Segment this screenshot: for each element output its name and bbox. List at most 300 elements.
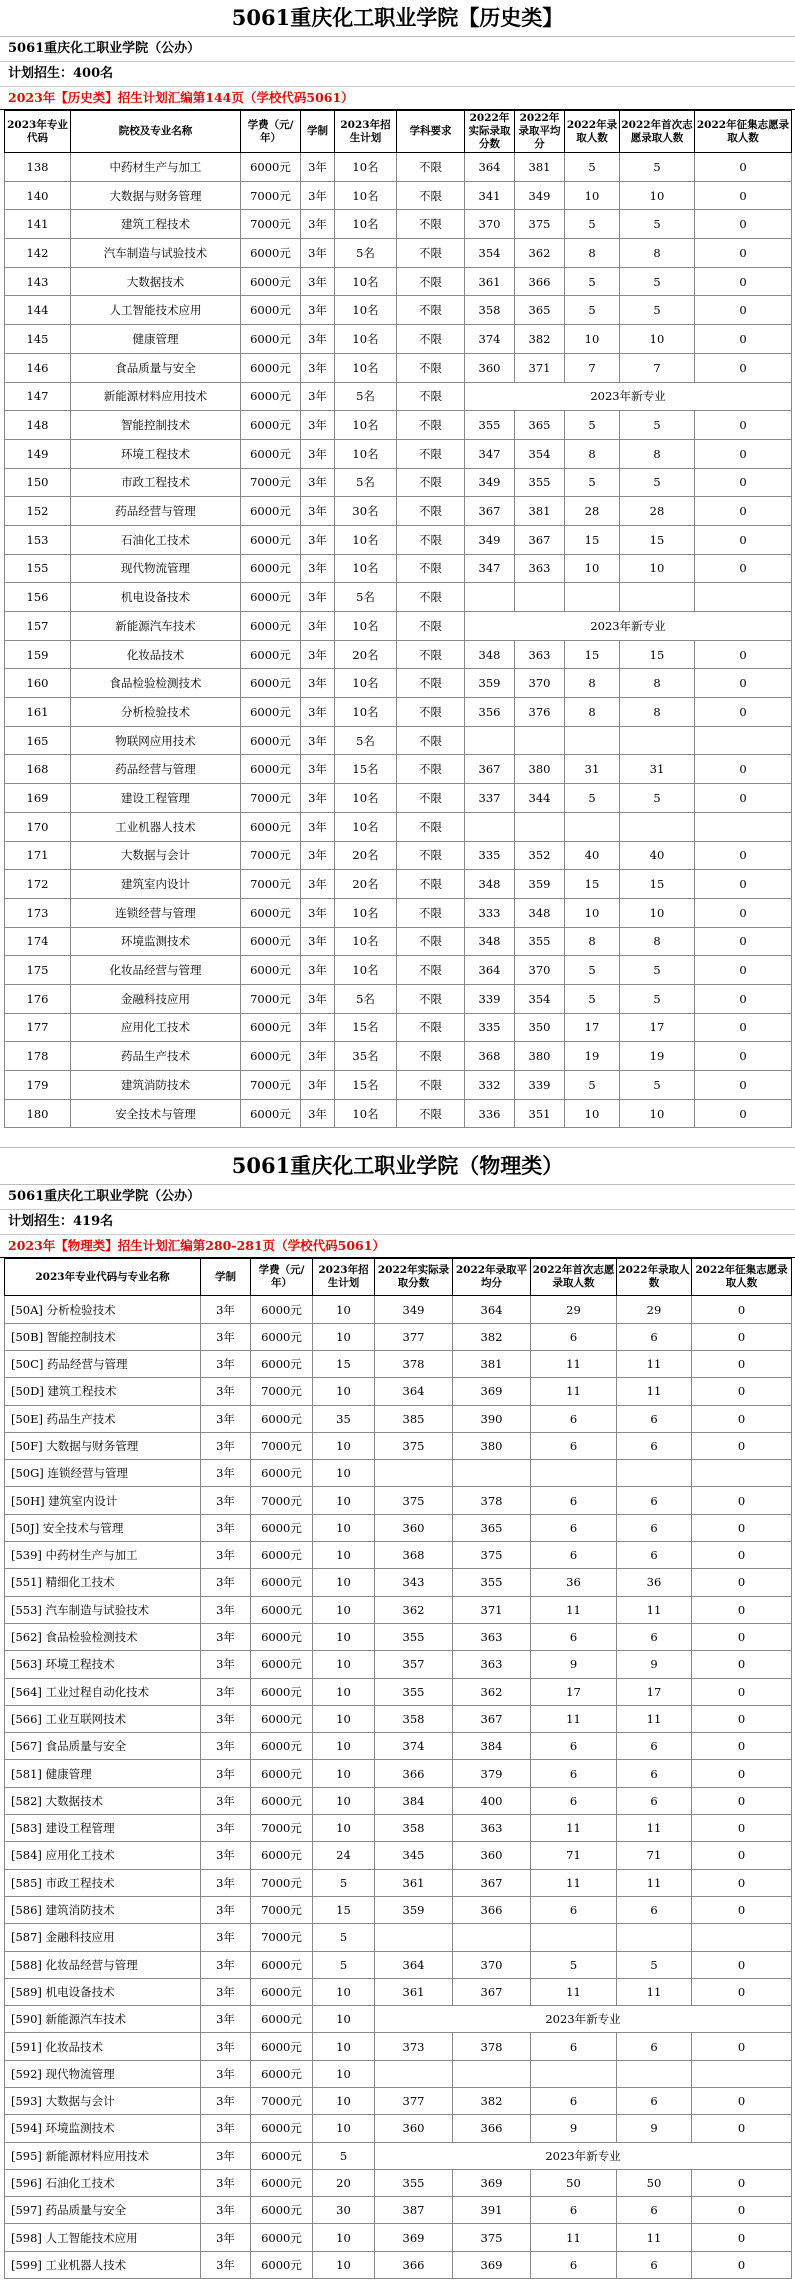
table-cell: 10名 — [335, 612, 397, 641]
table-row — [5, 525, 792, 554]
table-cell: 363 — [515, 554, 565, 583]
table-cell: 0 — [695, 525, 792, 554]
table-cell: 0 — [695, 1013, 792, 1042]
table-cell: 172 — [5, 870, 71, 899]
table-cell: 7000元 — [251, 2087, 313, 2114]
table-cell: 11 — [617, 1869, 692, 1896]
table-cell — [375, 1460, 453, 1487]
table-cell: 375 — [375, 1432, 453, 1459]
table-cell: 物联网应用技术 — [71, 726, 241, 755]
table-cell: 3年 — [301, 296, 335, 325]
table-cell: [564] 工业过程自动化技术 — [5, 1678, 201, 1705]
table-cell: 339 — [465, 984, 515, 1013]
table-cell — [617, 1460, 692, 1487]
table-cell: 0 — [692, 1514, 792, 1541]
table-cell: 355 — [375, 1623, 453, 1650]
table-row — [5, 1951, 792, 1978]
table-cell: 大数据与会计 — [71, 841, 241, 870]
table-cell: 156 — [5, 583, 71, 612]
table-cell: 362 — [515, 239, 565, 268]
history-sheet — [0, 0, 795, 1128]
table-cell: 10 — [313, 1514, 375, 1541]
table-cell: 建筑室内设计 — [71, 870, 241, 899]
table-cell: [595] 新能源材料应用技术 — [5, 2142, 201, 2169]
table-cell: 150 — [5, 468, 71, 497]
table-cell: 179 — [5, 1071, 71, 1100]
table-cell: 6000元 — [241, 239, 301, 268]
history-school: 5061重庆化工职业学院（公办） — [0, 37, 795, 62]
table-cell: 143 — [5, 267, 71, 296]
table-cell: 378 — [453, 1487, 531, 1514]
table-cell: 0 — [692, 1815, 792, 1842]
table-cell: 0 — [695, 870, 792, 899]
table-cell: [582] 大数据技术 — [5, 1787, 201, 1814]
physics-header-cell: 2023年专业代码与专业名称 — [5, 1259, 201, 1296]
table-cell: 15 — [565, 870, 620, 899]
table-cell: 6000元 — [241, 755, 301, 784]
table-row — [5, 1596, 792, 1623]
table-cell: 15 — [620, 870, 695, 899]
table-cell: [583] 建设工程管理 — [5, 1815, 201, 1842]
table-cell: 6 — [617, 1405, 692, 1432]
table-cell: 7000元 — [251, 1487, 313, 1514]
table-row — [5, 2006, 792, 2033]
table-row — [5, 1514, 792, 1541]
table-cell: 347 — [465, 439, 515, 468]
table-cell: 6000元 — [251, 1623, 313, 1650]
table-cell: 6 — [531, 1787, 617, 1814]
new-major-note: 2023年新专业 — [375, 2006, 792, 2033]
table-cell: 367 — [453, 1705, 531, 1732]
table-cell: 384 — [375, 1787, 453, 1814]
table-cell: 3年 — [201, 2006, 251, 2033]
table-cell: 6000元 — [241, 296, 301, 325]
table-cell — [375, 1924, 453, 1951]
table-cell: 7000元 — [241, 870, 301, 899]
table-cell: 10 — [313, 2251, 375, 2278]
table-cell: 31 — [565, 755, 620, 784]
table-cell: 0 — [692, 1432, 792, 1459]
table-cell: 6000元 — [251, 2169, 313, 2196]
table-cell: 366 — [515, 267, 565, 296]
table-cell: 40 — [565, 841, 620, 870]
table-cell: 385 — [375, 1405, 453, 1432]
table-cell: 药品经营与管理 — [71, 497, 241, 526]
table-cell: 中药材生产与加工 — [71, 153, 241, 182]
table-cell: 366 — [453, 2115, 531, 2142]
table-cell: 10 — [620, 325, 695, 354]
physics-table — [4, 1258, 792, 2279]
table-cell: 5 — [620, 956, 695, 985]
table-cell: 146 — [5, 353, 71, 382]
table-row — [5, 669, 792, 698]
table-cell: 不限 — [397, 210, 465, 239]
table-row — [5, 1651, 792, 1678]
table-cell: 3年 — [301, 640, 335, 669]
table-cell: 5 — [620, 1071, 695, 1100]
table-cell: 3年 — [201, 1296, 251, 1323]
table-cell: 0 — [692, 1323, 792, 1350]
table-row — [5, 2060, 792, 2087]
table-cell: 3年 — [201, 1733, 251, 1760]
physics-body — [5, 1296, 792, 2279]
table-cell: 343 — [375, 1569, 453, 1596]
table-cell: 6 — [531, 2087, 617, 2114]
table-cell: 155 — [5, 554, 71, 583]
table-cell: 3年 — [301, 267, 335, 296]
table-cell: 360 — [453, 1842, 531, 1869]
table-cell: 3年 — [201, 1378, 251, 1405]
table-cell: 6000元 — [251, 2251, 313, 2278]
table-cell: 5 — [565, 153, 620, 182]
table-cell: 354 — [465, 239, 515, 268]
table-cell: 3年 — [201, 2224, 251, 2251]
table-cell: 5 — [565, 956, 620, 985]
table-cell: 6000元 — [251, 1296, 313, 1323]
table-cell: 6 — [531, 1432, 617, 1459]
table-cell: 5 — [620, 153, 695, 182]
physics-header-cell: 2022年录取平均分 — [453, 1259, 531, 1296]
table-cell — [695, 812, 792, 841]
table-cell: 0 — [695, 784, 792, 813]
table-cell: 11 — [531, 1978, 617, 2005]
table-cell: 6 — [617, 1896, 692, 1923]
table-cell: 6 — [617, 1760, 692, 1787]
table-cell: 6 — [617, 2197, 692, 2224]
table-cell: 370 — [453, 1951, 531, 1978]
table-cell: 36 — [531, 1569, 617, 1596]
table-cell: 5 — [620, 411, 695, 440]
table-cell: 349 — [375, 1296, 453, 1323]
table-cell — [695, 726, 792, 755]
table-cell: 3年 — [201, 1760, 251, 1787]
table-cell: 5 — [313, 1951, 375, 1978]
new-major-note: 2023年新专业 — [375, 2142, 792, 2169]
table-cell: 11 — [617, 1596, 692, 1623]
table-cell: 335 — [465, 1013, 515, 1042]
table-cell: 358 — [375, 1705, 453, 1732]
table-cell: 15名 — [335, 1071, 397, 1100]
history-body — [5, 153, 792, 1128]
table-cell: 5 — [620, 267, 695, 296]
table-cell: 3年 — [301, 525, 335, 554]
table-cell: 3年 — [201, 1951, 251, 1978]
table-cell: 建筑工程技术 — [71, 210, 241, 239]
table-cell: 10 — [565, 1099, 620, 1128]
table-cell: 0 — [692, 1733, 792, 1760]
table-cell: 10名 — [335, 353, 397, 382]
table-cell: 6000元 — [251, 2033, 313, 2060]
table-cell: 30名 — [335, 497, 397, 526]
sheet-gap — [0, 1128, 795, 1147]
table-cell: 9 — [617, 1651, 692, 1678]
table-cell: 连锁经营与管理 — [71, 898, 241, 927]
table-cell: 不限 — [397, 726, 465, 755]
table-cell: 0 — [692, 1787, 792, 1814]
table-cell: 7000元 — [251, 1869, 313, 1896]
table-cell: 28 — [620, 497, 695, 526]
table-cell: 6000元 — [241, 497, 301, 526]
table-cell: 5 — [620, 210, 695, 239]
table-cell: 10 — [620, 554, 695, 583]
table-cell: 10名 — [335, 554, 397, 583]
table-cell: 140 — [5, 181, 71, 210]
table-cell: 8 — [565, 669, 620, 698]
table-cell: 348 — [465, 927, 515, 956]
table-cell: 不限 — [397, 554, 465, 583]
physics-header-cell: 学制 — [201, 1259, 251, 1296]
table-cell — [617, 2060, 692, 2087]
table-cell: 3年 — [301, 497, 335, 526]
table-cell: 不限 — [397, 411, 465, 440]
table-cell: 6 — [531, 1487, 617, 1514]
table-cell: 371 — [453, 1596, 531, 1623]
table-cell: 6000元 — [241, 698, 301, 727]
table-row — [5, 2142, 792, 2169]
table-cell: 10 — [313, 1296, 375, 1323]
table-cell: 6000元 — [241, 411, 301, 440]
table-cell: 0 — [695, 439, 792, 468]
table-row — [5, 1542, 792, 1569]
table-cell: 170 — [5, 812, 71, 841]
table-cell: 145 — [5, 325, 71, 354]
table-cell: 3年 — [201, 1596, 251, 1623]
table-cell — [620, 726, 695, 755]
table-cell: 环境工程技术 — [71, 439, 241, 468]
table-cell: 161 — [5, 698, 71, 727]
table-row — [5, 698, 792, 727]
table-cell: 5 — [565, 984, 620, 1013]
table-cell: 387 — [375, 2197, 453, 2224]
table-row — [5, 898, 792, 927]
table-cell: 8 — [620, 698, 695, 727]
table-cell: 365 — [453, 1514, 531, 1541]
table-cell: 174 — [5, 927, 71, 956]
table-cell: 6000元 — [251, 1350, 313, 1377]
table-cell: 138 — [5, 153, 71, 182]
table-cell: 5 — [620, 296, 695, 325]
history-header-cell: 2022年实际录取分数 — [465, 111, 515, 153]
table-cell: 10 — [313, 1787, 375, 1814]
table-cell: 3年 — [301, 353, 335, 382]
table-cell: 6000元 — [251, 1678, 313, 1705]
table-cell: 11 — [617, 2224, 692, 2251]
table-cell: 11 — [617, 1978, 692, 2005]
table-cell: 0 — [695, 755, 792, 784]
table-cell: 0 — [692, 1678, 792, 1705]
table-cell: 化妆品技术 — [71, 640, 241, 669]
table-cell: 71 — [531, 1842, 617, 1869]
table-row — [5, 382, 792, 411]
table-cell: 7000元 — [241, 210, 301, 239]
table-cell: 175 — [5, 956, 71, 985]
table-cell — [453, 1924, 531, 1951]
table-cell: 157 — [5, 612, 71, 641]
table-cell: 355 — [465, 411, 515, 440]
table-cell: 7000元 — [241, 1071, 301, 1100]
table-cell: 6000元 — [251, 1760, 313, 1787]
table-cell: 365 — [515, 411, 565, 440]
table-cell: 不限 — [397, 640, 465, 669]
table-row — [5, 468, 792, 497]
table-cell: [586] 建筑消防技术 — [5, 1896, 201, 1923]
table-cell: 0 — [692, 1542, 792, 1569]
table-cell: 0 — [695, 669, 792, 698]
table-cell: 现代物流管理 — [71, 554, 241, 583]
table-cell — [617, 1924, 692, 1951]
table-cell — [692, 2060, 792, 2087]
table-cell: 352 — [515, 841, 565, 870]
table-cell: 10 — [313, 1460, 375, 1487]
table-cell: 374 — [465, 325, 515, 354]
table-cell: 11 — [531, 1350, 617, 1377]
table-cell: 6000元 — [241, 1042, 301, 1071]
physics-header-cell: 2022年征集志愿录取人数 — [692, 1259, 792, 1296]
table-cell: 6 — [617, 1432, 692, 1459]
table-row — [5, 1678, 792, 1705]
table-row — [5, 1099, 792, 1128]
table-cell: 3年 — [201, 2142, 251, 2169]
table-cell: 31 — [620, 755, 695, 784]
table-cell: 361 — [375, 1978, 453, 2005]
table-cell: 不限 — [397, 353, 465, 382]
table-cell: 7000元 — [241, 984, 301, 1013]
table-row — [5, 984, 792, 1013]
history-header-cell: 2022年录取人数 — [565, 111, 620, 153]
table-cell: 安全技术与管理 — [71, 1099, 241, 1128]
table-cell: 8 — [565, 239, 620, 268]
table-cell: 应用化工技术 — [71, 1013, 241, 1042]
table-cell: 3年 — [301, 956, 335, 985]
table-cell: 10 — [313, 1487, 375, 1514]
table-cell — [565, 812, 620, 841]
table-cell: 0 — [695, 239, 792, 268]
table-cell: [567] 食品质量与安全 — [5, 1733, 201, 1760]
table-cell: 50 — [531, 2169, 617, 2196]
table-cell: 6000元 — [251, 1978, 313, 2005]
table-row — [5, 2033, 792, 2060]
table-row — [5, 841, 792, 870]
table-cell: 20 — [313, 2169, 375, 2196]
table-cell: 374 — [375, 1733, 453, 1760]
table-cell: [50H] 建筑室内设计 — [5, 1487, 201, 1514]
table-cell: 8 — [620, 239, 695, 268]
table-cell: 3年 — [201, 1323, 251, 1350]
table-cell: 不限 — [397, 153, 465, 182]
table-cell: 0 — [692, 1978, 792, 2005]
table-cell: 368 — [375, 1542, 453, 1569]
table-cell: 355 — [375, 2169, 453, 2196]
table-cell: 10 — [313, 2033, 375, 2060]
table-cell — [692, 1460, 792, 1487]
table-row — [5, 2087, 792, 2114]
table-cell: 0 — [692, 2224, 792, 2251]
table-cell: 29 — [617, 1296, 692, 1323]
table-cell — [465, 583, 515, 612]
table-cell: 10名 — [335, 898, 397, 927]
table-cell: 28 — [565, 497, 620, 526]
table-cell: 3年 — [201, 1405, 251, 1432]
table-cell: [593] 大数据与会计 — [5, 2087, 201, 2114]
table-cell: 6 — [531, 2251, 617, 2278]
history-header-cell: 2023年专业代码 — [5, 111, 71, 153]
table-cell: 大数据技术 — [71, 267, 241, 296]
table-cell: 不限 — [397, 755, 465, 784]
table-cell: 17 — [620, 1013, 695, 1042]
table-cell: 0 — [692, 1760, 792, 1787]
table-cell: 361 — [465, 267, 515, 296]
table-cell: 不限 — [397, 267, 465, 296]
table-cell: 3年 — [301, 468, 335, 497]
table-cell: 364 — [375, 1951, 453, 1978]
table-cell: 6000元 — [241, 267, 301, 296]
table-cell: [566] 工业互联网技术 — [5, 1705, 201, 1732]
table-cell: 食品检验检测技术 — [71, 669, 241, 698]
table-cell: 不限 — [397, 296, 465, 325]
table-row — [5, 1896, 792, 1923]
table-cell: 10 — [313, 2224, 375, 2251]
table-cell: 5 — [565, 784, 620, 813]
table-cell: 10名 — [335, 153, 397, 182]
table-cell: 6000元 — [251, 1733, 313, 1760]
table-cell: 9 — [531, 1651, 617, 1678]
table-cell: 3年 — [201, 2033, 251, 2060]
table-cell: 0 — [695, 698, 792, 727]
table-cell: 0 — [692, 1623, 792, 1650]
table-cell: 0 — [692, 1842, 792, 1869]
history-red-line: 2023年【历史类】招生计划汇编第144页（学校代码5061） — [0, 87, 795, 110]
table-cell: 153 — [5, 525, 71, 554]
table-cell: 3年 — [201, 1569, 251, 1596]
table-cell: 不限 — [397, 927, 465, 956]
table-cell: 10 — [313, 1378, 375, 1405]
table-cell: 0 — [695, 927, 792, 956]
table-cell: 3年 — [301, 927, 335, 956]
table-cell: 3年 — [201, 1542, 251, 1569]
table-cell: 17 — [565, 1013, 620, 1042]
history-header-cell: 学科要求 — [397, 111, 465, 153]
table-cell: 350 — [515, 1013, 565, 1042]
table-cell: 5 — [620, 468, 695, 497]
table-cell: 332 — [465, 1071, 515, 1100]
table-cell: 370 — [515, 956, 565, 985]
table-cell: 不限 — [397, 181, 465, 210]
table-cell: 19 — [620, 1042, 695, 1071]
table-cell: 35名 — [335, 1042, 397, 1071]
table-cell: 6000元 — [251, 1651, 313, 1678]
table-cell: 建筑消防技术 — [71, 1071, 241, 1100]
table-cell: 6 — [531, 2033, 617, 2060]
table-cell: 6000元 — [241, 956, 301, 985]
table-cell: 382 — [453, 2087, 531, 2114]
table-cell: 6000元 — [251, 1405, 313, 1432]
table-cell: 5 — [313, 2142, 375, 2169]
table-cell: 348 — [515, 898, 565, 927]
history-title: 5061重庆化工职业学院【历史类】 — [0, 0, 795, 37]
table-cell: 6 — [531, 1733, 617, 1760]
table-cell: 3年 — [301, 841, 335, 870]
history-plan: 计划招生：400名 — [0, 62, 795, 87]
table-cell: 354 — [515, 439, 565, 468]
table-cell: 不限 — [397, 698, 465, 727]
table-cell: 378 — [453, 2033, 531, 2060]
table-cell: 355 — [375, 1678, 453, 1705]
table-cell: 6 — [531, 1514, 617, 1541]
table-cell: 382 — [453, 1323, 531, 1350]
table-cell: 6 — [617, 2251, 692, 2278]
table-row — [5, 1487, 792, 1514]
table-cell: 3年 — [301, 554, 335, 583]
